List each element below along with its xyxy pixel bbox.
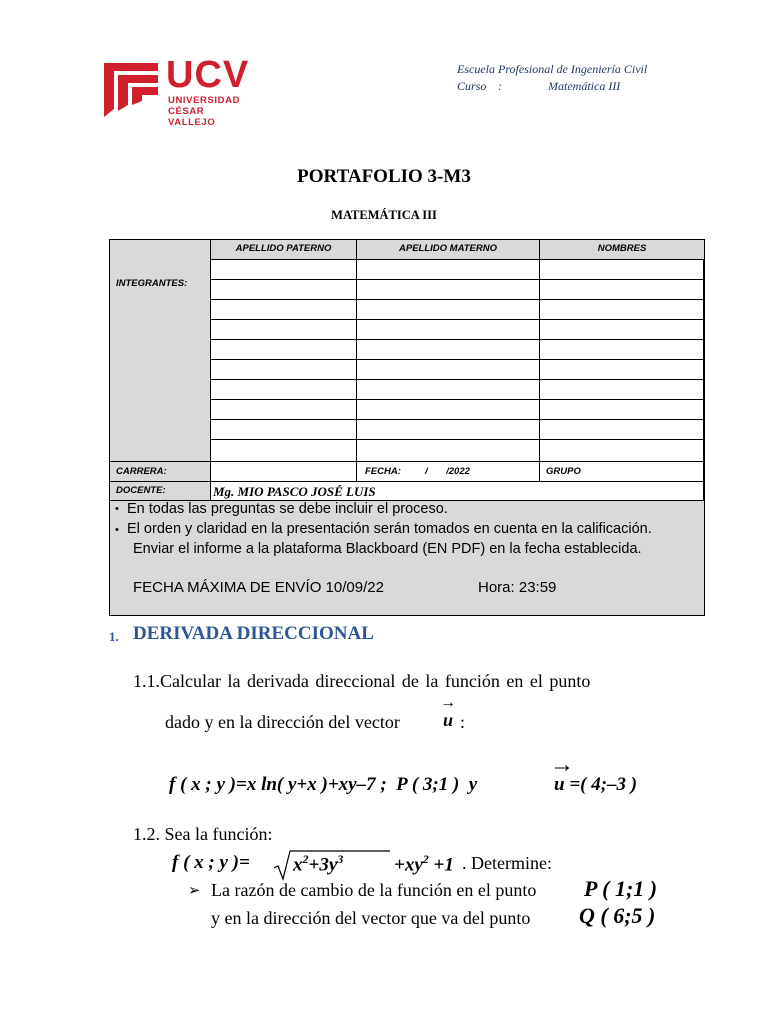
grupo-label: GRUPO	[539, 461, 705, 482]
function-formula-1-1: f ( x ; y )=x ln( y+x )+xy–7 ; P ( 3;1 ) y	[169, 774, 478, 795]
entry-row-1-materno[interactable]	[356, 259, 540, 280]
column-header-nombres: NOMBRES	[539, 239, 705, 260]
problem-1-2-line2: y en la dirección del vector que va del punto	[211, 908, 531, 928]
entry-row-10-nombres[interactable]	[539, 439, 705, 462]
logo-ucv-text: UCV	[166, 54, 250, 96]
course-name: Matemática III	[548, 79, 621, 93]
vector-u-value: u =( 4;–3 )	[554, 774, 638, 795]
entry-row-9-paterno[interactable]	[210, 419, 357, 440]
entry-row-9-materno[interactable]	[356, 419, 540, 440]
entry-row-7-nombres[interactable]	[539, 379, 705, 400]
fecha-value[interactable]: / /2022	[425, 466, 470, 477]
section-title: DERIVADA DIRECCIONAL	[133, 623, 374, 644]
entry-row-4-materno[interactable]	[356, 319, 540, 340]
docente-value: Mg. MIO PASCO JOSÉ LUIS	[210, 481, 705, 501]
formula-radicand: $x^2+3y^3$	[293, 852, 344, 876]
entry-row-6-nombres[interactable]	[539, 359, 705, 380]
page-title: PORTAFOLIO 3-M3	[297, 166, 471, 187]
entry-row-4-paterno[interactable]	[210, 319, 357, 340]
problem-1-2-intro: 1.2. Sea la función:	[133, 824, 273, 844]
entry-row-5-nombres[interactable]	[539, 339, 705, 360]
entry-row-5-materno[interactable]	[356, 339, 540, 360]
entry-row-6-paterno[interactable]	[210, 359, 357, 380]
fecha-label: FECHA:	[365, 466, 401, 477]
vector-arrow-icon: →	[440, 694, 456, 711]
student-info-table	[109, 239, 704, 615]
section-number: 1.	[109, 629, 119, 644]
entry-row-8-materno[interactable]	[356, 399, 540, 420]
vector-u-inline	[440, 694, 460, 734]
ucv-logo	[102, 54, 252, 128]
school-name: Escuela Profesional de Ingeniería Civil	[457, 62, 648, 76]
logo-cesar-vallejo-text: CÉSAR VALLEJO	[168, 106, 216, 128]
instruction-3: Enviar el informe a la plataforma Blackboard (EN PDF) en la fecha establecida.	[133, 541, 642, 557]
entry-row-3-nombres[interactable]	[539, 299, 705, 320]
problem-1-1-colon: :	[460, 712, 466, 732]
fecha-cell	[356, 461, 540, 482]
entry-row-4-nombres[interactable]	[539, 319, 705, 340]
entry-row-6-materno[interactable]	[356, 359, 540, 380]
point-q: Q ( 6;5 )	[579, 903, 656, 928]
point-p: P ( 1;1 )	[584, 876, 658, 901]
entry-row-5-paterno[interactable]	[210, 339, 357, 360]
page-subtitle: MATEMÁTICA III	[331, 208, 437, 222]
entry-row-3-materno[interactable]	[356, 299, 540, 320]
entry-row-2-materno[interactable]	[356, 279, 540, 300]
entry-row-2-nombres[interactable]	[539, 279, 705, 300]
course-label: Curso	[457, 79, 487, 93]
entry-row-8-paterno[interactable]	[210, 399, 357, 420]
hora-text: Hora: 23:59	[478, 579, 557, 596]
entry-row-9-nombres[interactable]	[539, 419, 705, 440]
entry-row-1-nombres[interactable]	[539, 259, 705, 280]
entry-row-1-paterno[interactable]	[210, 259, 357, 280]
column-header-materno: APELLIDO MATERNO	[356, 239, 540, 260]
problem-1-1-line1: 1.1.Calcular la derivada direccional de la función en el punto	[133, 671, 591, 691]
entry-row-10-materno[interactable]	[356, 439, 540, 462]
column-header-paterno: APELLIDO PATERNO	[210, 239, 357, 260]
formula-lhs: f ( x ; y )=	[172, 852, 250, 873]
deadline-text: FECHA MÁXIMA DE ENVÍO 10/09/22	[133, 579, 384, 596]
carrera-label: CARRERA:	[109, 461, 211, 482]
instructions-box	[109, 500, 705, 616]
determine-text: . Determine:	[462, 853, 552, 873]
entry-row-3-paterno[interactable]	[210, 299, 357, 320]
ucv-emblem-icon	[102, 57, 160, 119]
vector-u-definition	[548, 754, 668, 804]
instruction-2: El orden y claridad en la presentación serán tomados en cuenta en la calificación.	[127, 521, 652, 537]
course-separator: :	[498, 79, 502, 93]
vector-u-symbol: u	[443, 710, 454, 730]
problem-1-2-bullet: La razón de cambio de la función en el punto	[211, 880, 537, 900]
integrantes-label: INTEGRANTES:	[116, 278, 188, 289]
formula-rest: $+xy^2 +1$	[394, 852, 454, 876]
function-formula-1-2	[172, 846, 472, 882]
entry-row-2-paterno[interactable]	[210, 279, 357, 300]
entry-row-8-nombres[interactable]	[539, 399, 705, 420]
problem-1-1-line2: dado y en la dirección del vector	[165, 712, 400, 732]
logo-university-text: UNIVERSIDAD	[168, 95, 241, 106]
entry-row-7-paterno[interactable]	[210, 379, 357, 400]
bullet-marker-2: •	[115, 524, 119, 536]
instruction-1: En todas las preguntas se debe incluir el proceso.	[127, 501, 448, 517]
bullet-marker-1: •	[115, 503, 119, 515]
entry-row-7-materno[interactable]	[356, 379, 540, 400]
carrera-field[interactable]	[210, 461, 357, 482]
vector-arrow-icon-large: →	[550, 752, 574, 778]
integrantes-label-cell	[109, 239, 211, 462]
entry-row-10-paterno[interactable]	[210, 439, 357, 462]
docente-label: DOCENTE:	[109, 481, 211, 501]
arrow-bullet-icon: ➢	[188, 883, 201, 899]
